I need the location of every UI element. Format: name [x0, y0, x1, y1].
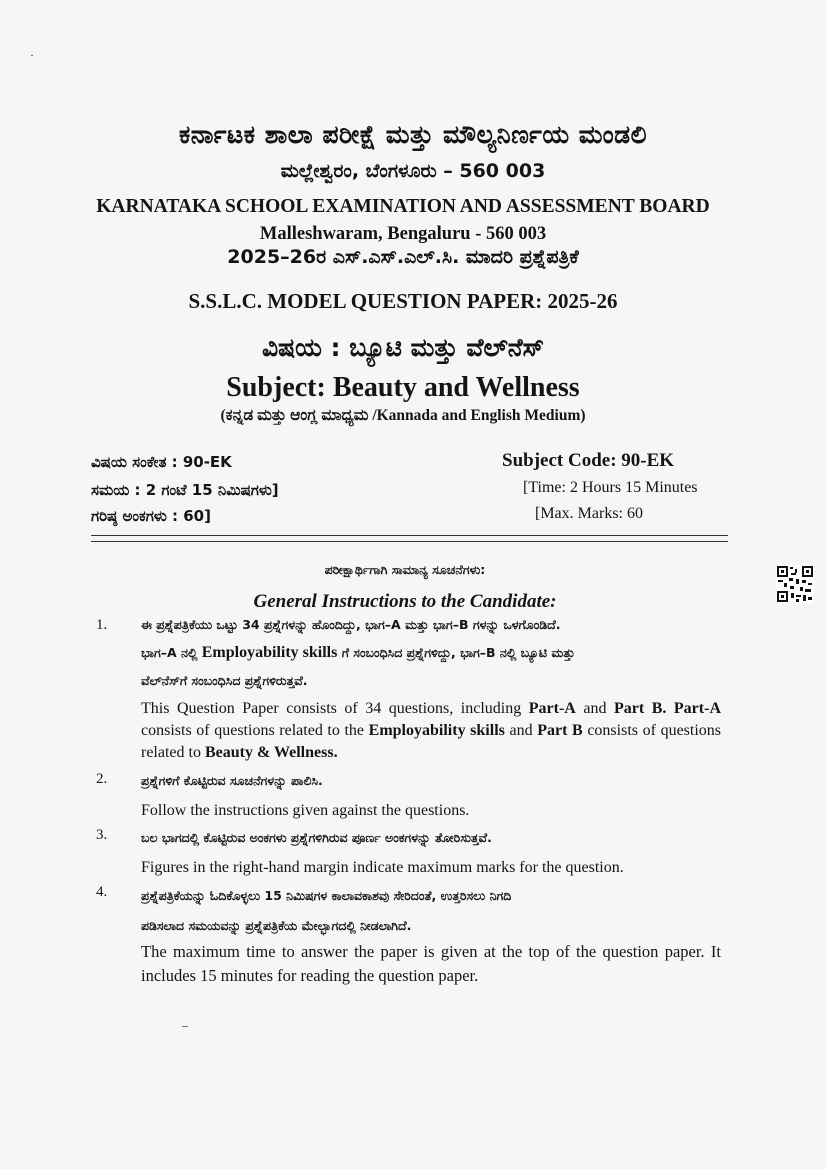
instruction-number: 1.	[96, 617, 108, 633]
instruction-4-kannada-line-1: ಪ್ರಶ್ನೆಪತ್ರಿಕೆಯನ್ನು ಓದಿಕೊಳ್ಳಲು 15 ನಿಮಿಷಗಳ ಕಾಲಾವಕಾಶವು ಸೇರಿದಂತೆ, ಉತ್ತರಿಸಲು ನಿಗದಿ	[141, 888, 512, 903]
text-span: ಭಾಗ–A ನಲ್ಲಿ	[141, 645, 202, 660]
bold-term: Part B	[537, 722, 583, 739]
board-address-kannada: ಮಲ್ಲೇಶ್ವರಂ, ಬೆಂಗಳೂರು – 560 003	[280, 160, 546, 182]
instructions-heading-english: General Instructions to the Candidate:	[253, 591, 557, 612]
scan-speck: ·	[30, 48, 34, 62]
subject-code-english: Subject Code: 90-EK	[502, 450, 675, 471]
bold-term: Part B. Part-A	[613, 700, 721, 717]
bold-term: Beauty & Wellness.	[204, 744, 338, 761]
instruction-4-kannada-line-2: ಪಡಿಸಲಾದ ಸಮಯವನ್ನು ಪ್ರಶ್ನೆಪತ್ರಿಕೆಯ ಮೇಲ್ಭಾಗದಲ್ಲಿ ನೀಡಲಾಗಿದೆ.	[141, 918, 412, 933]
subject-title-kannada: ವಿಷಯ : ಬ್ಯೂಟಿ ಮತ್ತು ವೆಲ್‌ನೆಸ್	[261, 333, 545, 362]
time-kannada: ಸಮಯ : 2 ಗಂಟೆ 15 ನಿಮಿಷಗಳು]	[91, 481, 279, 499]
instruction-2-english: Follow the instructions given against the questions.	[141, 802, 470, 819]
instruction-1-kannada-line-1: ಈ ಪ್ರಶ್ನೆಪತ್ರಿಕೆಯು ಒಟ್ಟು 34 ಪ್ರಶ್ನೆಗಳನ್ನು ಹೊಂದಿದ್ದು, ಭಾಗ–A ಮತ್ತು ಭಾಗ–B ಗಳನ್ನು ಒಳಗೊಂಡಿದೆ.	[141, 617, 561, 632]
instruction-number: 3.	[96, 827, 108, 843]
text-span: and	[575, 700, 614, 717]
text-span: consists of questions related to	[141, 722, 722, 761]
board-address-english: Malleshwaram, Bengaluru - 560 003	[259, 224, 547, 244]
subject-title-english: Subject: Beauty and Wellness	[226, 372, 580, 403]
subject-code-kannada: ವಿಷಯ ಸಂಕೇತ : 90-EK	[91, 453, 232, 471]
bold-term: Part-A	[528, 700, 576, 717]
instructions-heading-kannada: ಪರೀಕ್ಷಾರ್ಥಿಗಾಗಿ ಸಾಮಾನ್ಯ ಸೂಚನೆಗಳು:	[324, 562, 486, 577]
instruction-3-kannada: ಬಲ ಭಾಗದಲ್ಲಿ ಕೊಟ್ಟಿರುವ ಅಂಕಗಳು ಪ್ರಶ್ನೆಗಳಿಗಿರುವ ಪೂರ್ಣ ಅಂಕಗಳನ್ನು ತೋರಿಸುತ್ತವೆ.	[141, 830, 492, 845]
board-name-english: KARNATAKA SCHOOL EXAMINATION AND ASSESSMENT BOARD	[96, 196, 710, 217]
text-span: consists of questions related to the	[141, 722, 369, 739]
text-span: This Question Paper consists of 34 questions, including	[141, 700, 529, 717]
scan-speck: –	[182, 1018, 188, 1032]
max-marks-kannada: ಗರಿಷ್ಠ ಅಂಕಗಳು : 60]	[91, 507, 211, 525]
board-name-kannada: ಕರ್ನಾಟಕ ಶಾಲಾ ಪರೀಕ್ಷೆ ಮತ್ತು ಮೌಲ್ಯನಿರ್ಣಯ ಮಂಡಲಿ	[179, 120, 647, 149]
instruction-1-kannada-line-3: ವೆಲ್‌ನೆಸ್‌ಗೆ ಸಂಬಂಧಿಸಿದ ಪ್ರಶ್ನೆಗಳಿರುತ್ತವೆ.	[141, 673, 308, 688]
employability-skills-term: Employability skills	[201, 644, 338, 661]
medium-note: (ಕನ್ನಡ ಮತ್ತು ಆಂಗ್ಲ ಮಾಧ್ಯಮ /Kannada and English Medium)	[220, 407, 586, 424]
instruction-4-kannada	[141, 881, 717, 941]
instruction-4-english: The maximum time to answer the paper is given at the top of the question paper. It includes 15 minutes for reading the question paper.	[141, 942, 721, 985]
qr-code	[776, 565, 814, 603]
instruction-3-english: Figures in the right-hand margin indicate maximum marks for the question.	[141, 859, 624, 876]
instruction-2-kannada: ಪ್ರಶ್ನೆಗಳಿಗೆ ಕೊಟ್ಟಿರುವ ಸೂಚನೆಗಳನ್ನು ಪಾಲಿಸಿ.	[141, 773, 323, 788]
instruction-number: 2.	[96, 771, 108, 787]
instruction-1-english	[141, 698, 721, 764]
divider-bottom	[91, 541, 728, 542]
instruction-1-kannada	[141, 611, 717, 695]
instruction-1-kannada-line-2	[141, 639, 717, 667]
max-marks-english: [Max. Marks: 60	[535, 505, 643, 522]
model-paper-title-kannada: 2025–26ರ ಎಸ್.ಎಸ್.ಎಲ್.ಸಿ. ಮಾದರಿ ಪ್ರಶ್ನೆಪತ್ರಿಕೆ	[227, 246, 579, 268]
bold-term: Employability skills	[368, 722, 505, 739]
time-english: [Time: 2 Hours 15 Minutes	[523, 479, 698, 496]
model-paper-title-english: S.S.L.C. MODEL QUESTION PAPER: 2025-26	[188, 289, 618, 313]
text-span: ಗೆ ಸಂಬಂಧಿಸಿದ ಪ್ರಶ್ನೆಗಳಿದ್ದು, ಭಾಗ–B ನಲ್ಲಿ ಬ್ಯೂಟಿ ಮತ್ತು	[337, 645, 575, 660]
instruction-number: 4.	[96, 884, 108, 900]
divider-top	[91, 535, 728, 536]
text-span: and	[504, 722, 538, 739]
